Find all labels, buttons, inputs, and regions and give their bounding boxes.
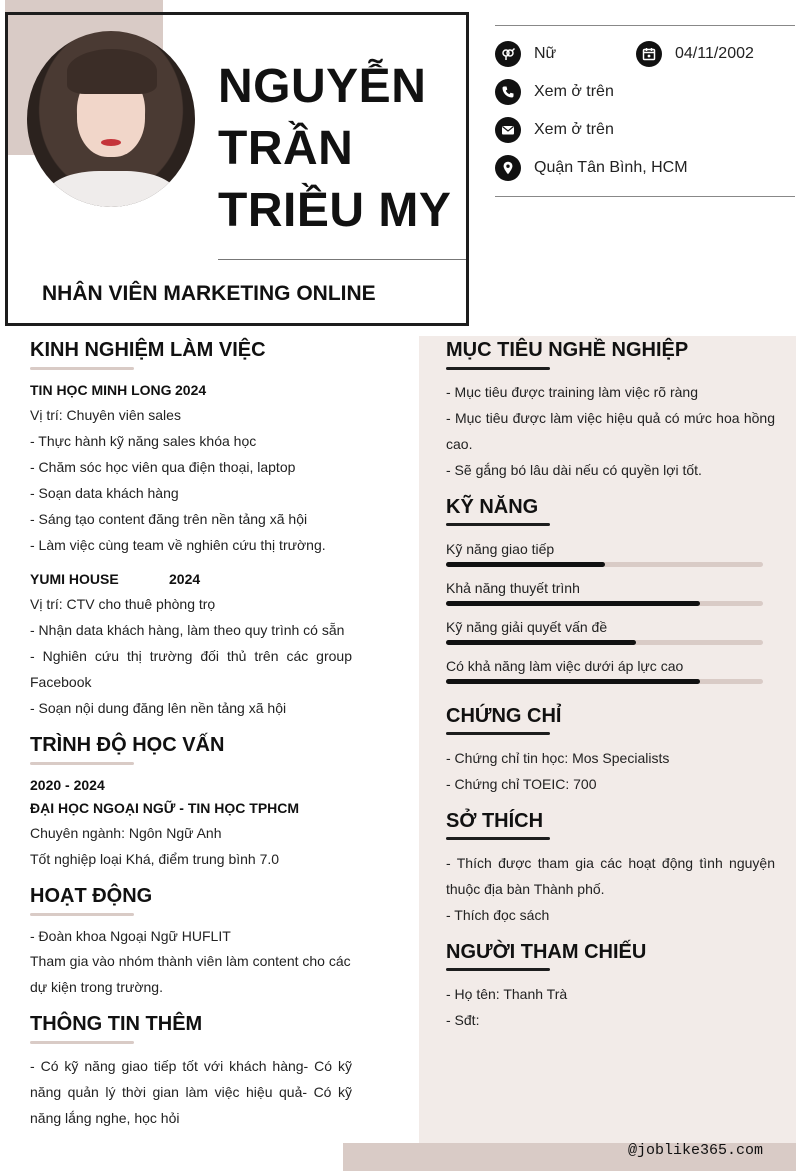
skill-bar bbox=[446, 562, 763, 567]
contact-phone bbox=[495, 79, 614, 105]
skill-bar bbox=[446, 679, 763, 684]
skill-bar-fill bbox=[446, 679, 700, 684]
job-1-item: - Làm việc cùng team về nghiên cứu thị trường. bbox=[30, 537, 326, 553]
name-line-1: NGUYỄN bbox=[218, 60, 427, 113]
location-icon bbox=[495, 155, 521, 181]
hobbies-title-rule bbox=[446, 837, 550, 840]
contact-bottom-rule bbox=[495, 196, 795, 197]
job-2-year: 2024 bbox=[169, 571, 201, 587]
skills-title-rule bbox=[446, 523, 550, 526]
job-1-item: - Thực hành kỹ năng sales khóa học bbox=[30, 433, 257, 449]
avatar bbox=[27, 31, 195, 207]
education-major: Chuyên ngành: Ngôn Ngữ Anh bbox=[30, 825, 222, 841]
job-1-item: - Sáng tạo content đăng trên nền tảng xã hội bbox=[30, 511, 308, 527]
contact-top-rule bbox=[495, 25, 795, 26]
objective-title-rule bbox=[446, 367, 550, 370]
contact-address bbox=[495, 155, 688, 181]
experience-title-rule bbox=[30, 367, 134, 370]
skill-bar bbox=[446, 640, 763, 645]
certificate-item: - Chứng chỉ tin học: Mos Specialists bbox=[446, 750, 670, 766]
candidate-name bbox=[218, 56, 458, 242]
education-school: ĐẠI HỌC NGOẠI NGỮ - TIN HỌC TPHCM bbox=[30, 800, 300, 816]
birthdate-value: 04/11/2002 bbox=[675, 45, 754, 62]
skill-label: Khả năng thuyết trình bbox=[446, 580, 580, 596]
job-title: NHÂN VIÊN MARKETING ONLINE bbox=[42, 282, 376, 305]
skill-label: Có khả năng làm việc dưới áp lực cao bbox=[446, 658, 684, 674]
reference-item: - Sđt: bbox=[446, 1012, 480, 1028]
activities-desc: Tham gia vào nhóm thành viên làm content cho các dự kiện trong trường. bbox=[30, 953, 351, 995]
phone-icon bbox=[495, 79, 521, 105]
certificates-title: CHỨNG CHỈ bbox=[446, 705, 562, 727]
job-2-item: - Soạn nội dung đăng lên nền tảng xã hội bbox=[30, 700, 287, 716]
hobbies-title: SỞ THÍCH bbox=[446, 810, 544, 832]
watermark[interactable]: @joblike365.com bbox=[628, 1142, 764, 1159]
education-title: TRÌNH ĐỘ HỌC VẤN bbox=[30, 734, 225, 756]
gender-icon bbox=[495, 41, 521, 67]
address-value: Quận Tân Bình, HCM bbox=[534, 159, 688, 176]
activities-title: HOẠT ĐỘNG bbox=[30, 885, 153, 907]
more-info-title: THÔNG TIN THÊM bbox=[30, 1013, 203, 1035]
job-2-item: - Nhận data khách hàng, làm theo quy trình có sẵn bbox=[30, 622, 345, 638]
calendar-icon bbox=[636, 41, 662, 67]
experience-title: KINH NGHIỆM LÀM VIỆC bbox=[30, 339, 266, 361]
gender-value: Nữ bbox=[534, 45, 557, 62]
objective-title: MỤC TIÊU NGHỀ NGHIỆP bbox=[446, 339, 689, 361]
contact-email bbox=[495, 117, 614, 143]
contact-gender bbox=[495, 41, 556, 67]
education-period: 2020 - 2024 bbox=[30, 777, 105, 793]
job-1-role: Vị trí: Chuyên viên sales bbox=[30, 407, 181, 423]
skill-bar-fill bbox=[446, 601, 700, 606]
certificate-item: - Chứng chỉ TOEIC: 700 bbox=[446, 776, 597, 792]
certificates-title-rule bbox=[446, 732, 550, 735]
skill-label: Kỹ năng giao tiếp bbox=[446, 541, 555, 557]
header-divider bbox=[218, 259, 466, 260]
job-1-item: - Chăm sóc học viên qua điện thoại, laptop bbox=[30, 459, 296, 475]
skill-bar-fill bbox=[446, 562, 605, 567]
objective-item: - Sẽ gắng bó lâu dài nếu có quyền lợi tốt. bbox=[446, 462, 702, 478]
job-1-item: - Soạn data khách hàng bbox=[30, 485, 179, 501]
job-1-year: 2024 bbox=[175, 382, 207, 398]
hobby-item: - Thích đọc sách bbox=[446, 907, 550, 923]
objective-item: - Mục tiêu được làm việc hiệu quả có mức hoa hồng cao. bbox=[446, 410, 775, 452]
email-value: Xem ở trên bbox=[534, 121, 614, 138]
job-1-company: TIN HỌC MINH LONG bbox=[30, 382, 172, 398]
phone-value: Xem ở trên bbox=[534, 83, 614, 100]
activities-org: - Đoàn khoa Ngoại Ngữ HUFLIT bbox=[30, 928, 231, 944]
more-info-title-rule bbox=[30, 1041, 134, 1044]
contact-birthdate bbox=[636, 41, 754, 67]
job-2-company: YUMI HOUSE bbox=[30, 571, 119, 587]
objective-item: - Mục tiêu được training làm việc rõ ràng bbox=[446, 384, 698, 400]
education-result: Tốt nghiệp loại Khá, điểm trung bình 7.0 bbox=[30, 851, 280, 867]
job-2-item: - Nghiên cứu thị trường đối thủ trên các group Facebook bbox=[30, 648, 352, 690]
skills-title: KỸ NĂNG bbox=[446, 496, 539, 518]
activities-title-rule bbox=[30, 913, 134, 916]
skill-label: Kỹ năng giải quyết vấn đề bbox=[446, 619, 608, 635]
mail-icon bbox=[495, 117, 521, 143]
skill-bar bbox=[446, 601, 763, 606]
more-info-text: - Có kỹ năng giao tiếp tốt với khách hàng- Có kỹ năng quản lý thời gian làm việc hiệu quả- Có kỹ năng lắng nghe, học hỏi bbox=[30, 1058, 352, 1126]
hobby-item: - Thích được tham gia các hoạt động tình nguyện thuộc địa bàn Thành phố. bbox=[446, 855, 775, 897]
reference-item: - Họ tên: Thanh Trà bbox=[446, 986, 568, 1002]
education-title-rule bbox=[30, 762, 134, 765]
skill-bar-fill bbox=[446, 640, 636, 645]
references-title: NGƯỜI THAM CHIẾU bbox=[446, 941, 647, 963]
name-line-3: TRIỀU MY bbox=[218, 184, 452, 237]
references-title-rule bbox=[446, 968, 550, 971]
job-2-role: Vị trí: CTV cho thuê phòng trọ bbox=[30, 596, 216, 612]
name-line-2: TRẦN bbox=[218, 122, 354, 175]
